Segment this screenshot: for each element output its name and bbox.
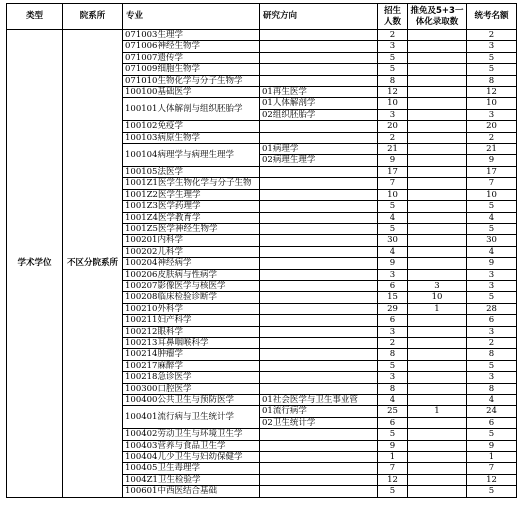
major-cell: 100400公共卫生与预防医学 <box>123 395 260 406</box>
direction-cell <box>260 121 378 132</box>
direction-cell <box>260 280 378 291</box>
direction-cell <box>260 41 378 52</box>
direction-cell: 01人体解剖学 <box>260 98 378 109</box>
exempt-cell <box>408 360 467 371</box>
direction-cell <box>260 30 378 41</box>
direction-cell <box>260 64 378 75</box>
exam-cell: 8 <box>467 349 517 360</box>
enroll-cell: 6 <box>378 417 408 428</box>
major-cell: 100202儿科学 <box>123 246 260 257</box>
enroll-cell: 9 <box>378 258 408 269</box>
exempt-cell <box>408 326 467 337</box>
major-cell: 1001Z3医学药理学 <box>123 201 260 212</box>
direction-cell <box>260 326 378 337</box>
major-cell: 100208临床检验诊断学 <box>123 292 260 303</box>
direction-cell <box>260 303 378 314</box>
exam-cell: 6 <box>467 315 517 326</box>
major-cell: 100206皮肤病与性病学 <box>123 269 260 280</box>
exam-cell: 2 <box>467 132 517 143</box>
exam-cell: 1 <box>467 452 517 463</box>
major-cell: 100201内科学 <box>123 235 260 246</box>
exempt-cell <box>408 189 467 200</box>
header-type: 类型 <box>7 4 63 30</box>
major-cell: 071006神经生物学 <box>123 41 260 52</box>
exempt-cell <box>408 109 467 120</box>
enroll-cell: 8 <box>378 349 408 360</box>
direction-cell <box>260 269 378 280</box>
major-cell: 071007遗传学 <box>123 52 260 63</box>
major-cell: 100212眼科学 <box>123 326 260 337</box>
exam-cell: 5 <box>467 64 517 75</box>
exempt-cell <box>408 87 467 98</box>
exam-cell: 12 <box>467 474 517 485</box>
exempt-cell <box>408 166 467 177</box>
exam-cell: 10 <box>467 189 517 200</box>
enroll-cell: 5 <box>378 486 408 497</box>
major-cell: 100204神经病学 <box>123 258 260 269</box>
enroll-cell: 5 <box>378 429 408 440</box>
exam-cell: 6 <box>467 417 517 428</box>
exempt-cell: 1 <box>408 303 467 314</box>
header-exempt: 推免及5+3一体化录取数 <box>408 4 467 30</box>
direction-cell: 02病理生理学 <box>260 155 378 166</box>
enroll-cell: 10 <box>378 98 408 109</box>
exam-cell: 4 <box>467 395 517 406</box>
direction-cell: 01社会医学与卫生事业管 <box>260 395 378 406</box>
major-cell: 100214肿瘤学 <box>123 349 260 360</box>
enroll-cell: 3 <box>378 269 408 280</box>
exempt-cell <box>408 383 467 394</box>
exempt-cell <box>408 132 467 143</box>
direction-cell <box>260 189 378 200</box>
major-cell: 100601中西医结合基础 <box>123 486 260 497</box>
exam-cell: 5 <box>467 429 517 440</box>
major-cell: 100401流行病与卫生统计学 <box>123 406 260 429</box>
major-cell: 100403营养与食品卫生学 <box>123 440 260 451</box>
exam-cell: 21 <box>467 144 517 155</box>
major-cell: 100217麻醉学 <box>123 360 260 371</box>
exempt-cell <box>408 52 467 63</box>
exam-cell: 2 <box>467 337 517 348</box>
exempt-cell <box>408 178 467 189</box>
enroll-cell: 15 <box>378 292 408 303</box>
major-cell: 1001Z2医学生理学 <box>123 189 260 200</box>
major-cell: 100405卫生毒理学 <box>123 463 260 474</box>
enroll-cell: 9 <box>378 155 408 166</box>
exam-cell: 3 <box>467 269 517 280</box>
exempt-cell <box>408 64 467 75</box>
exempt-cell <box>408 75 467 86</box>
header-row <box>7 4 517 30</box>
enroll-cell: 4 <box>378 212 408 223</box>
exam-cell: 5 <box>467 486 517 497</box>
exempt-cell <box>408 201 467 212</box>
exam-cell: 7 <box>467 463 517 474</box>
enrollment-table <box>6 3 517 498</box>
direction-cell <box>260 212 378 223</box>
major-cell: 100404儿少卫生与妇幼保健学 <box>123 452 260 463</box>
major-cell: 100105法医学 <box>123 166 260 177</box>
exempt-cell <box>408 212 467 223</box>
exempt-cell <box>408 486 467 497</box>
enroll-cell: 5 <box>378 64 408 75</box>
direction-cell: 01病理学 <box>260 144 378 155</box>
direction-cell <box>260 75 378 86</box>
enroll-cell: 5 <box>378 52 408 63</box>
exam-cell: 9 <box>467 440 517 451</box>
major-cell: 100100基础医学 <box>123 87 260 98</box>
exam-cell: 5 <box>467 292 517 303</box>
exempt-cell <box>408 144 467 155</box>
exam-cell: 3 <box>467 372 517 383</box>
enroll-cell: 1 <box>378 452 408 463</box>
direction-cell: 02组织胚胎学 <box>260 109 378 120</box>
direction-cell <box>260 463 378 474</box>
major-cell: 100211妇产科学 <box>123 315 260 326</box>
exam-cell: 12 <box>467 87 517 98</box>
exempt-cell: 10 <box>408 292 467 303</box>
major-cell: 100402劳动卫生与环境卫生学 <box>123 429 260 440</box>
exempt-cell <box>408 98 467 109</box>
direction-cell <box>260 360 378 371</box>
exam-cell: 5 <box>467 223 517 234</box>
exam-cell: 2 <box>467 30 517 41</box>
direction-cell <box>260 52 378 63</box>
enroll-cell: 7 <box>378 463 408 474</box>
major-cell: 100218急诊医学 <box>123 372 260 383</box>
exam-cell: 5 <box>467 52 517 63</box>
header-exam: 统考名额 <box>467 4 517 30</box>
enroll-cell: 3 <box>378 109 408 120</box>
exempt-cell <box>408 372 467 383</box>
header-direction: 研究方向 <box>260 4 378 30</box>
direction-cell <box>260 452 378 463</box>
exam-cell: 5 <box>467 360 517 371</box>
exam-cell: 7 <box>467 178 517 189</box>
direction-cell: 01再生医学 <box>260 87 378 98</box>
enroll-cell: 9 <box>378 440 408 451</box>
major-cell: 071003生理学 <box>123 30 260 41</box>
major-cell: 100207影像医学与核医学 <box>123 280 260 291</box>
exam-cell: 30 <box>467 235 517 246</box>
exempt-cell <box>408 417 467 428</box>
exempt-cell <box>408 429 467 440</box>
exempt-cell <box>408 121 467 132</box>
header-dept: 院系所 <box>63 4 123 30</box>
exempt-cell <box>408 41 467 52</box>
exam-cell: 3 <box>467 326 517 337</box>
direction-cell <box>260 166 378 177</box>
exempt-cell <box>408 452 467 463</box>
exam-cell: 17 <box>467 166 517 177</box>
direction-cell <box>260 315 378 326</box>
major-cell: 100213耳鼻咽喉科学 <box>123 337 260 348</box>
enroll-cell: 10 <box>378 189 408 200</box>
header-enroll: 招生人数 <box>378 4 408 30</box>
direction-cell <box>260 235 378 246</box>
enroll-cell: 6 <box>378 280 408 291</box>
table-row <box>7 30 517 41</box>
exam-cell: 28 <box>467 303 517 314</box>
exempt-cell: 3 <box>408 280 467 291</box>
enroll-cell: 2 <box>378 132 408 143</box>
enroll-cell: 6 <box>378 315 408 326</box>
degree-type-cell: 学术学位 <box>7 30 63 498</box>
direction-cell <box>260 429 378 440</box>
major-cell: 100102免疫学 <box>123 121 260 132</box>
enroll-cell: 5 <box>378 201 408 212</box>
enroll-cell: 4 <box>378 246 408 257</box>
exempt-cell <box>408 395 467 406</box>
header-major: 专业 <box>123 4 260 30</box>
major-cell: 100210外科学 <box>123 303 260 314</box>
enroll-cell: 5 <box>378 360 408 371</box>
major-cell: 100103病原生物学 <box>123 132 260 143</box>
direction-cell <box>260 349 378 360</box>
exempt-cell <box>408 155 467 166</box>
major-cell: 071009细胞生物学 <box>123 64 260 75</box>
direction-cell <box>260 258 378 269</box>
exempt-cell <box>408 349 467 360</box>
exempt-cell <box>408 337 467 348</box>
table-body <box>7 30 517 498</box>
enroll-cell: 3 <box>378 41 408 52</box>
direction-cell <box>260 223 378 234</box>
exam-cell: 8 <box>467 75 517 86</box>
exam-cell: 4 <box>467 212 517 223</box>
major-cell: 1001Z4医学教育学 <box>123 212 260 223</box>
enroll-cell: 17 <box>378 166 408 177</box>
major-cell: 1004Z1卫生检验学 <box>123 474 260 485</box>
enroll-cell: 5 <box>378 223 408 234</box>
enroll-cell: 25 <box>378 406 408 417</box>
enroll-cell: 29 <box>378 303 408 314</box>
direction-cell <box>260 372 378 383</box>
exempt-cell <box>408 474 467 485</box>
direction-cell <box>260 440 378 451</box>
exam-cell: 4 <box>467 246 517 257</box>
enroll-cell: 4 <box>378 395 408 406</box>
direction-cell <box>260 246 378 257</box>
major-cell: 100104病理学与病理生理学 <box>123 144 260 167</box>
direction-cell: 02卫生统计学 <box>260 417 378 428</box>
enroll-cell: 2 <box>378 30 408 41</box>
enroll-cell: 30 <box>378 235 408 246</box>
enroll-cell: 12 <box>378 87 408 98</box>
enroll-cell: 20 <box>378 121 408 132</box>
major-cell: 100300口腔医学 <box>123 383 260 394</box>
direction-cell: 01流行病学 <box>260 406 378 417</box>
exempt-cell <box>408 440 467 451</box>
exempt-cell <box>408 463 467 474</box>
direction-cell <box>260 178 378 189</box>
direction-cell <box>260 337 378 348</box>
exam-cell: 3 <box>467 109 517 120</box>
exempt-cell <box>408 269 467 280</box>
exempt-cell <box>408 258 467 269</box>
enroll-cell: 7 <box>378 178 408 189</box>
exempt-cell: 1 <box>408 406 467 417</box>
major-cell: 1001Z1医学生物化学与分子生物 <box>123 178 260 189</box>
enroll-cell: 3 <box>378 326 408 337</box>
exam-cell: 9 <box>467 155 517 166</box>
direction-cell <box>260 383 378 394</box>
direction-cell <box>260 486 378 497</box>
exam-cell: 20 <box>467 121 517 132</box>
exam-cell: 5 <box>467 201 517 212</box>
exempt-cell <box>408 246 467 257</box>
exempt-cell <box>408 235 467 246</box>
direction-cell <box>260 201 378 212</box>
major-cell: 1001Z5医学神经生物学 <box>123 223 260 234</box>
exempt-cell <box>408 30 467 41</box>
exam-cell: 10 <box>467 98 517 109</box>
exam-cell: 9 <box>467 258 517 269</box>
exam-cell: 24 <box>467 406 517 417</box>
major-cell: 071010生物化学与分子生物学 <box>123 75 260 86</box>
direction-cell <box>260 474 378 485</box>
enroll-cell: 2 <box>378 337 408 348</box>
enroll-cell: 21 <box>378 144 408 155</box>
enroll-cell: 8 <box>378 75 408 86</box>
exam-cell: 3 <box>467 41 517 52</box>
major-cell: 100101人体解剖与组织胚胎学 <box>123 98 260 121</box>
exempt-cell <box>408 315 467 326</box>
enroll-cell: 8 <box>378 383 408 394</box>
exempt-cell <box>408 223 467 234</box>
exam-cell: 8 <box>467 383 517 394</box>
department-cell: 不区分院系所 <box>63 30 123 498</box>
exam-cell: 3 <box>467 280 517 291</box>
enroll-cell: 12 <box>378 474 408 485</box>
direction-cell <box>260 132 378 143</box>
enroll-cell: 3 <box>378 372 408 383</box>
direction-cell <box>260 292 378 303</box>
